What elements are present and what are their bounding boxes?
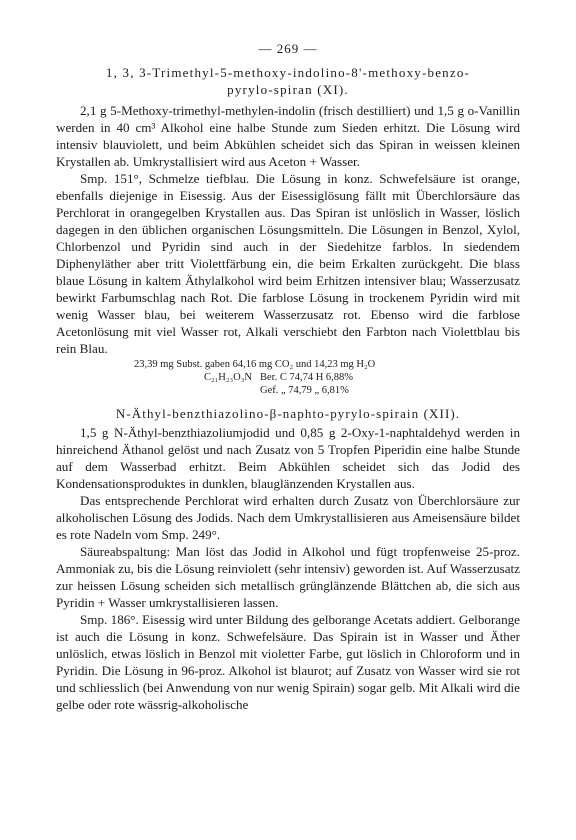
- paragraph: Smp. 151°, Schmelze tiefblau. Die Lösung in konz. Schwefelsäure ist orange, ebenfalls diejenige in Eisessig. Aus der Eisessiglösung fällt mit Überchlorsäure das Perchlorat in orangegelben Krystallen aus. Das Spiran ist unlöslich in Wasser, löslich dagegen in den üblichen organischen Lösungsmitteln. Die Lösungen in Benzol, Xylol, Chlorbenzol und Pyridin sind auch in der Siedehitze farblos. In siedendem Diphenyläther aber tritt Violettfärbung ein, die beim Erkalten zurückgeht. Die blass blaue Lösung in kaltem Äthylalkohol wird beim Erhitzen intensiver blau; Wasserzusatz bewirkt Farbumschlag nach Rot. Die farblose Lösung in trockenem Pyridin wird mit wenig Wasser blau, bei weiterem Wasserzusatz rot. Ebenso wird die farblose Acetonlösung mit viel Wasser rot, Alkali verschiebt den Farbton nach Violettblau bis rein Blau.: [56, 171, 520, 356]
- page-number: — 269 —: [258, 41, 318, 56]
- paragraph: Smp. 186°. Eisessig wird unter Bildung des gelborange Acetats addiert. Gelborange ist auch die Lösung in konz. Schwefelsäure. Das Spirain ist in Wasser und Äther unlöslich, etwas löslich in Benzol mit violetter Farbe, gut löslich in Chloroform und in Pyridin. Die Lösung in 96-proz. Alkohol ist blaurot; auf Zusatz von Wasser wird sie rot und schliesslich (bei Anwendung von nur wenig Spirain) sogar gelb. Mit Alkali wird die gelbe oder rote wässrig-alkoholische: [56, 612, 520, 712]
- paragraph: 1,5 g N-Äthyl-benzthiazoliumjodid und 0,85 g 2-Oxy-1-naphtaldehyd werden in hinreichend Äthanol gelöst und nach Zusatz von 5 Tropfen Piperidin eine halbe Stunde auf dem Wasserbad erhitzt. Beim Abkühlen scheidet sich das Jodid des Kondensationsproduktes in dunklen, blauglänzenden Krystallen aus.: [56, 425, 520, 491]
- section-heading-xii: N-Äthyl-benzthiazolino-β-naphto-pyrylo-spirain (XII).: [115, 406, 461, 421]
- analysis-line: 23,39 mg Subst. gaben 64,16 mg CO₂ und 14,23 mg H₂O: [134, 359, 376, 370]
- section-heading-xi: [56, 64, 520, 98]
- paragraph: Säureabspaltung: Man löst das Jodid in Alkohol und fügt tropfenweise 25-proz. Ammoniak zu, bis die Lösung reinviolett (sehr intensiv) geworden ist. Auf Wasserzusatz zur heissen Lösung scheiden sich metallisch grünglänzende Blättchen ab, die sich aus Pyridin + Wasser umkrystallisieren lassen.: [56, 544, 520, 610]
- analysis-found: Gef. „ 74,79 „ 6,81%: [260, 385, 349, 396]
- analysis-calculated: Ber. C 74,74 H 6,88%: [260, 372, 354, 383]
- analysis-formula: C₂₁H₂₃O₃N: [203, 372, 252, 383]
- section-heading-xi-line2: pyrylo-spiran (XI).: [227, 82, 349, 97]
- elemental-analysis: [56, 358, 520, 397]
- paragraph: Das entsprechende Perchlorat wird erhalten durch Zusatz von Überchlorsäure zur alkoholischen Lösung des Jodids. Nach dem Umkrystallisieren aus Ameisensäure bildet es rote Nadeln vom Smp. 249°.: [56, 493, 520, 542]
- paragraph: 2,1 g 5-Methoxy-trimethyl-methylen-indolin (frisch destilliert) und 1,5 g o-Vanillin werden in 40 cm³ Alkohol eine halbe Stunde zum Sieden erhitzt. Die Lösung wird intensiv blauviolett, und beim Abkühlen scheidet sich das Spiran in weissen kleinen Krystallen ab. Umkrystallisiert wird aus Aceton + Wasser.: [56, 103, 520, 169]
- section-heading-xi-line1: 1, 3, 3-Trimethyl-5-methoxy-indolino-8'-methoxy-benzo-: [105, 65, 471, 80]
